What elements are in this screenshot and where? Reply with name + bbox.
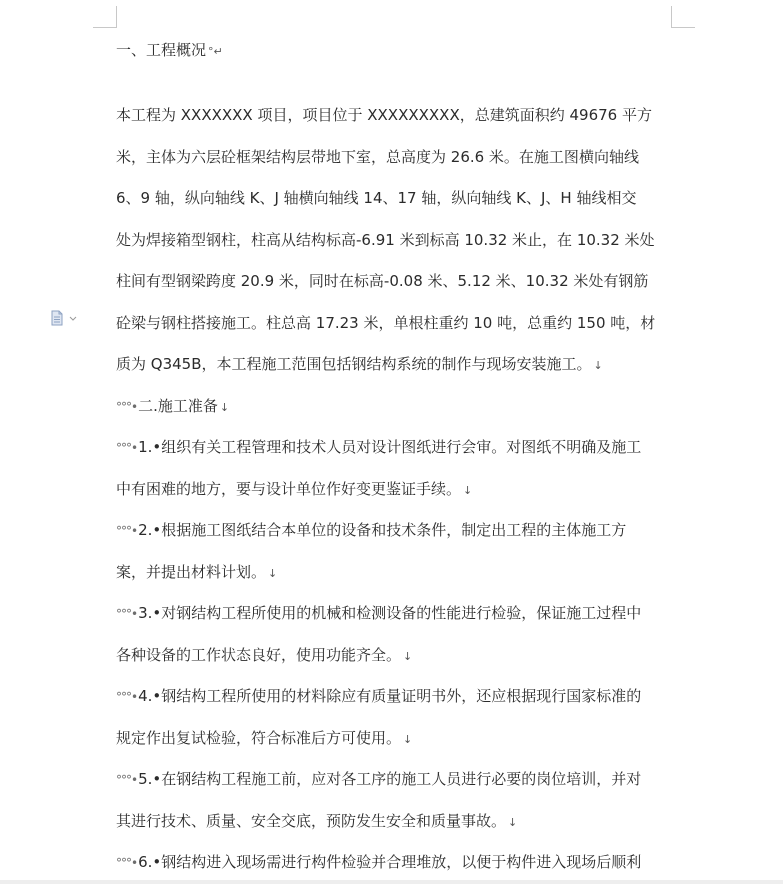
bullet-marker: °°°•: [116, 856, 138, 870]
line-end-mark: ↓: [593, 359, 603, 372]
intro-line: 本工程为 XXXXXXX 项目，项目位于 XXXXXXXXX，总建筑面积约 49676 平方: [116, 106, 652, 124]
page-bottom-edge: [0, 880, 783, 884]
line-end-mark: ↓: [403, 732, 413, 746]
document-icon[interactable]: [50, 310, 78, 326]
line-end-mark: ↓: [219, 400, 230, 414]
line-end-mark: ↓: [508, 815, 518, 829]
line-end-mark: ↓: [463, 483, 473, 497]
list-item: °°°•1.•组织有关工程管理和技术人员对设计图纸进行会审。对图纸不明确及施工: [116, 438, 642, 456]
list-item-continuation: 案，并提出材料计划。 ↓: [116, 562, 278, 581]
line-end-mark: ↓: [268, 566, 278, 580]
section2-title: 二.施工准备: [138, 396, 218, 415]
list-item-continuation: 中有困难的地方，要与设计单位作好变更鉴证手续。 ↓: [116, 479, 473, 498]
line-end-mark: ↓: [403, 649, 413, 663]
intro-line: 砼梁与钢柱搭接施工。柱总高 17.23 米，单根柱重约 10 吨，总重约 150 吨，材: [116, 313, 656, 332]
list-item: °°°•5.•在钢结构工程施工前，应对各工序的施工人员进行必要的岗位培训，并对: [116, 770, 642, 788]
bullet-marker: °°°•: [116, 399, 138, 414]
bullet-marker: °°°•: [116, 441, 138, 455]
list-item: °°°•3.•对钢结构工程所使用的机械和检测设备的性能进行检验，保证施工过程中: [116, 604, 642, 622]
bullet-marker: °°°•: [116, 524, 138, 538]
bullet-marker: °°°•: [116, 607, 138, 621]
section2-title-line: [116, 386, 676, 428]
list-item: °°°•4.•钢结构工程所使用的材料除应有质量证明书外，还应根据现行国家标准的: [116, 687, 642, 705]
intro-line: 处为焊接箱型钢柱，柱高从结构标高-6.91 米到标高 10.32 米止，在 10.32 米处: [116, 230, 655, 249]
intro-line: 柱间有型钢梁跨度 20.9 米，同时在标高-0.08 米、5.12 米、10.32 米处有钢筋: [116, 272, 649, 290]
intro-line: 6、9 轴，纵向轴线 K、J 轴横向轴线 14、17 轴，纵向轴线 K、J、H 轴线相交: [116, 189, 637, 207]
intro-line: 质为 Q345B，本工程施工范围包括钢结构系统的制作与现场安装施工。 ↓: [116, 355, 603, 373]
section-heading: [116, 38, 223, 64]
list-item: °°°•2.•根据施工图纸结合本单位的设备和技术条件，制定出工程的主体施工方: [116, 521, 627, 539]
list-item-continuation: 各种设备的工作状态良好，使用功能齐全。 ↓: [116, 645, 413, 664]
list-item: °°°•6.•钢结构进入现场需进行构件检验并合理堆放，以便于构件进入现场后顺利: [116, 853, 642, 871]
crop-mark-top-left: [93, 6, 117, 28]
paragraph-mark: °↵: [208, 45, 223, 58]
list-item-continuation: 规定作出复试检验，符合标准后方可使用。 ↓: [116, 728, 413, 747]
bullet-marker: °°°•: [116, 690, 138, 704]
section-heading-text: 一、工程概况: [116, 41, 207, 59]
bullet-marker: °°°•: [116, 773, 138, 787]
crop-mark-top-right: [671, 6, 695, 28]
document-body: [116, 95, 676, 884]
list-item-continuation: 其进行技术、质量、安全交底，预防发生安全和质量事故。 ↓: [116, 811, 518, 830]
intro-line: 米，主体为六层砼框架结构层带地下室，总高度为 26.6 米。在施工图横向轴线: [116, 147, 639, 166]
